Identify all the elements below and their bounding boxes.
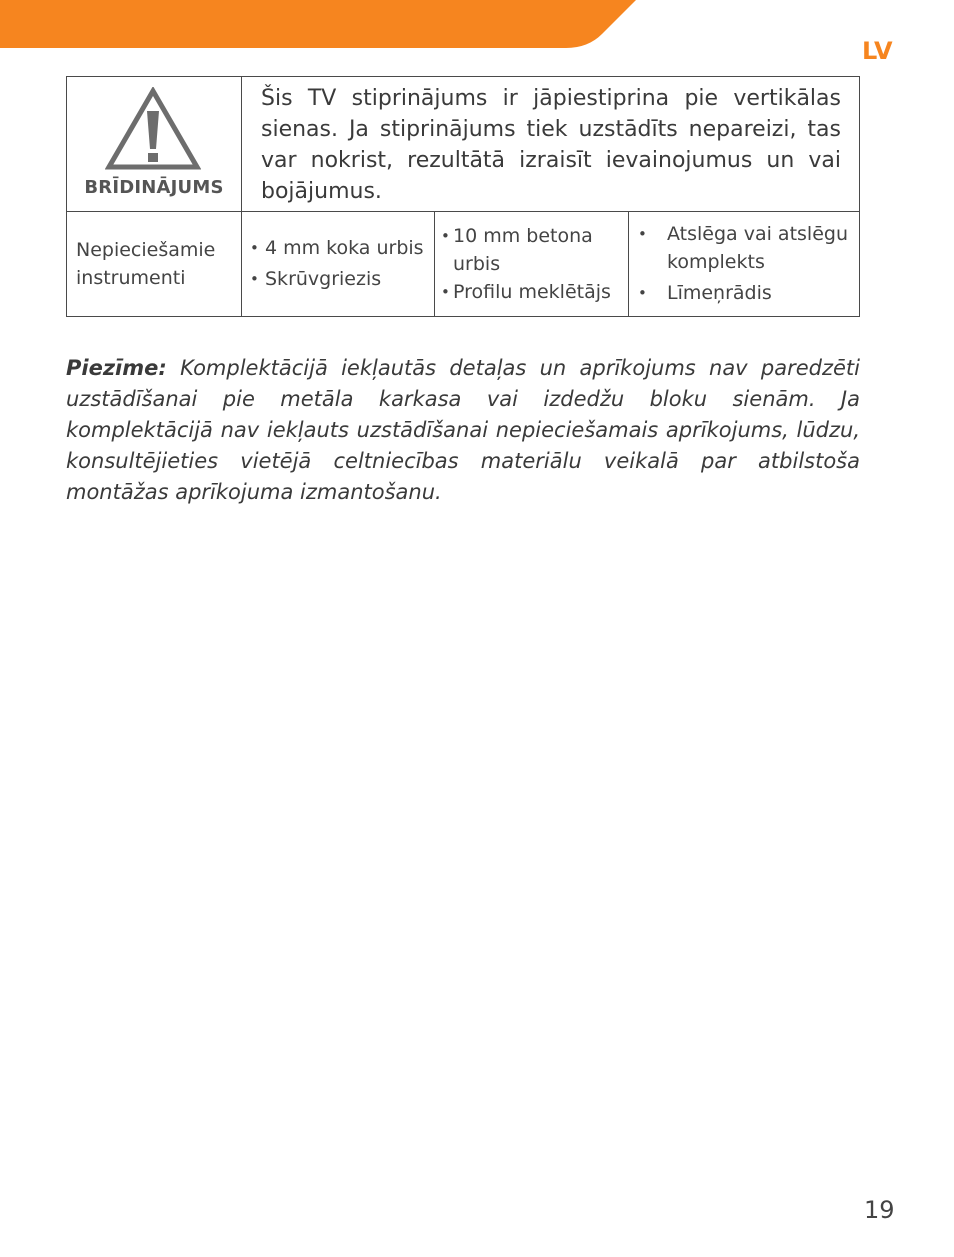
list-item: • Līmeņrādis [629, 279, 855, 307]
bullet-icon: • [638, 225, 647, 243]
note-text: Komplektācijā iekļautās detaļas un aprīkojums nav paredzēti uzstādīšanai pie metāla karkasa vai izdedžu bloku sienām. Ja komplektācijā nav iekļauts uzstādīšanai nepieciešamais aprīkojums, lūdzu, konsultējieties vietējā celtniecības materiālu veikalā par atbilstoša montāžas aprīkojuma izmantošanu. [66, 356, 860, 504]
list-item: • 4 mm koka urbis [250, 234, 430, 262]
bullet-icon: • [441, 283, 450, 301]
tools-column-2 [441, 222, 621, 306]
bullet-icon: • [638, 284, 647, 302]
tools-column-1 [250, 234, 430, 293]
page-number: 19 [864, 1196, 895, 1224]
language-code: LV [862, 37, 893, 65]
bullet-icon: • [441, 227, 450, 245]
warning-table [66, 76, 860, 317]
list-item: • 10 mm betona urbis [441, 222, 621, 278]
table-divider [241, 77, 242, 316]
tools-column-3 [629, 220, 855, 307]
table-divider [67, 211, 859, 212]
header-accent-bar [0, 0, 640, 48]
warning-label: BRĪDINĀJUMS [84, 177, 224, 198]
note-label: Piezīme: [66, 356, 167, 380]
tools-label: Nepieciešamie instrumenti [76, 239, 216, 289]
bullet-icon: • [250, 239, 259, 257]
note-paragraph [66, 353, 860, 508]
warning-text: Šis TV stiprinājums ir jāpiestiprina pie vertikālas sienas. Ja stiprinājums tiek uzstādīts nepareizi, tas var nokrist, rezultātā izraisīt ievainojumus un vai bojājumus. [261, 86, 841, 204]
table-divider [434, 211, 435, 316]
list-item: • Atslēga vai atslēgu komplekts [629, 220, 855, 276]
bullet-icon: • [250, 270, 259, 288]
warning-triangle-icon [105, 87, 201, 171]
list-item: • Profilu meklētājs [441, 278, 621, 306]
warning-cell [67, 77, 241, 211]
list-item: • Skrūvgriezis [250, 265, 430, 293]
